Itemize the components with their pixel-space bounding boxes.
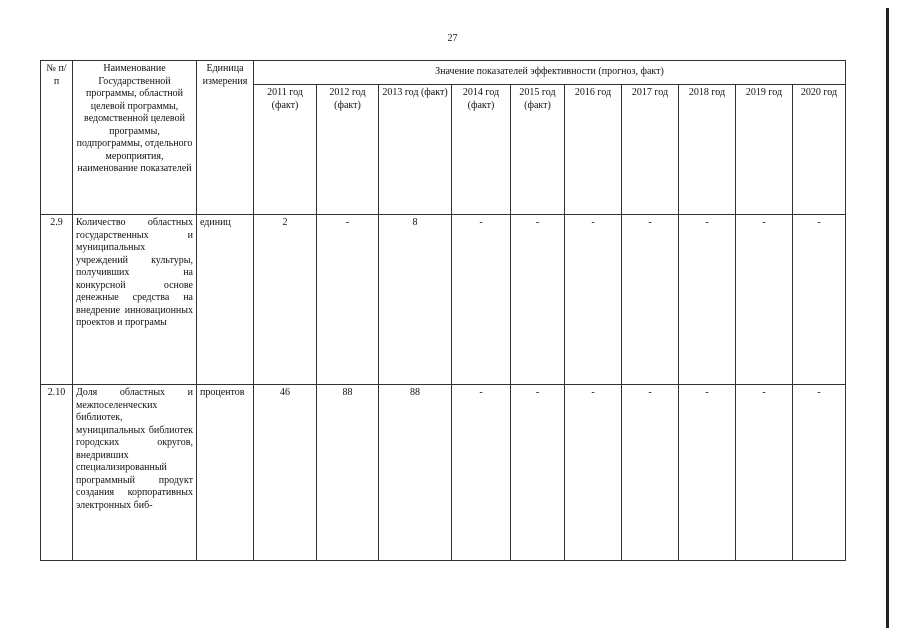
row-value: - [622,385,679,561]
page-number: 27 [447,33,458,44]
row-value: - [452,215,511,385]
row-value: 88 [317,385,379,561]
row-value: - [793,215,846,385]
row-value: - [511,215,565,385]
row-value: - [679,215,736,385]
header-year-2020: 2020 год [793,85,846,215]
header-year-2018: 2018 год [679,85,736,215]
row-value: - [317,215,379,385]
header-year-2019: 2019 год [736,85,793,215]
row-value: - [565,385,622,561]
row-num: 2.10 [41,385,73,561]
row-value: - [452,385,511,561]
table-row [41,385,846,561]
row-value: - [511,385,565,561]
header-group: Значение показателей эффективности (прогноз, факт) [254,61,846,85]
header-year-2016: 2016 год [565,85,622,215]
row-value: - [565,215,622,385]
row-unit: процентов [197,385,254,561]
header-num: № п/п [41,61,73,215]
row-unit: единиц [197,215,254,385]
row-name: Доля областных и межпоселенческих библиотек, муниципальных библиотек городских округов, внедривших специализированный программный продукт создания корпоративных электронных биб- [73,385,197,561]
header-year-2015: 2015 год (факт) [511,85,565,215]
row-value: - [736,385,793,561]
row-num: 2.9 [41,215,73,385]
row-value: 46 [254,385,317,561]
page-edge-rule [886,8,889,628]
row-value: 88 [379,385,452,561]
row-value: - [679,385,736,561]
row-value: - [793,385,846,561]
header-name: Наименование Государственной программы, областной целевой программы, ведомственной целевой программы, подпрограммы, отдельного мероприятия, наименование показателей [73,61,197,215]
header-unit: Единица измерения [197,61,254,215]
row-value: 2 [254,215,317,385]
header-year-2011: 2011 год (факт) [254,85,317,215]
table-row [41,215,846,385]
header-year-2014: 2014 год (факт) [452,85,511,215]
indicators-table [40,60,846,561]
row-name: Количество областных государственных и муниципальных учреждений культуры, получивших на конкурсной основе денежные средства на внедрение инновационных проектов и програмы [73,215,197,385]
row-value: - [736,215,793,385]
header-year-2013: 2013 год (факт) [379,85,452,215]
header-year-2017: 2017 год [622,85,679,215]
row-value: - [622,215,679,385]
row-value: 8 [379,215,452,385]
header-year-2012: 2012 год (факт) [317,85,379,215]
